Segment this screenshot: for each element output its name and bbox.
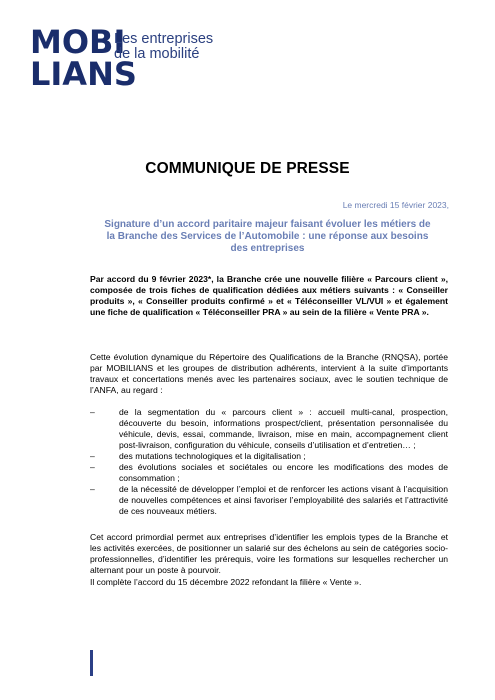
bullet-dash: – [90, 451, 95, 461]
logo-tagline-line2: de la mobilité [114, 46, 200, 62]
lead-paragraph: Par accord du 9 février 2023*, la Branche crée une nouvelle filière « Parcours client », composée de trois fiches de qualification dédiées aux métiers suivants : « Conseiller produits », « Conseiller produits confirmé » et « Téléconseiller VL/VUI » et également une fiche de qualification « Téléconseiller PRA » au sein de la filière « Vente PRA ». [90, 274, 448, 318]
list-item-text: de la nécessité de développer l’emploi et de renforcer les actions visant à l’acquisition de nouvelles compétences et ainsi favoriser l’employabilité des salariés et l’attractivité de ces nouveaux métiers. [119, 484, 448, 516]
logo-tagline-line1: Les entreprises [114, 31, 214, 47]
logo-wordmark-line2: LIANS [30, 55, 137, 93]
bullet-dash: – [90, 462, 95, 472]
decorative-bar [90, 650, 93, 676]
body-paragraph-1: Cette évolution dynamique du Répertoire des Qualifications de la Branche (RNQSA), portée par MOBILIANS et les groupes de distribution adhérents, intervient à la suite d’importants travaux et concertations menés avec les partenaires sociaux, avec le soutien technique de l’ANFA, au regard : [90, 352, 448, 395]
publication-date: Le mercredi 15 février 2023, [342, 200, 449, 210]
list-item [90, 462, 448, 484]
body-paragraph-2: Cet accord primordial permet aux entreprises d’identifier les emplois types de la Branche et les activités exercées, de positionner un salarié sur des échelons au sein de catégories socio-professionnelles, d’identifier les prérequis, voire les formations sur lesquelles rechercher un alternant pour un poste à pourvoir. [90, 532, 448, 575]
logo-wordmark-line1: MOBI [30, 23, 126, 61]
bullet-list [90, 407, 448, 517]
list-item-text: des mutations technologiques et la digitalisation ; [119, 451, 306, 461]
document-title: COMMUNIQUE DE PRESSE [145, 160, 350, 177]
logo-tagline [114, 32, 213, 62]
body-paragraph-3: Il complète l’accord du 15 décembre 2022 refondant la filière « Vente ». [90, 577, 362, 587]
document-subtitle: Signature d’un accord paritaire majeur faisant évoluer les métiers de la Branche des Services de l’Automobile : une réponse aux besoins des entreprises [104, 219, 431, 254]
list-item-text: des évolutions sociales et sociétales ou encore les modifications des modes de consommation ; [119, 462, 448, 483]
list-item [90, 451, 448, 462]
list-item [90, 484, 448, 517]
list-item [90, 407, 448, 451]
mobilians-logo [30, 23, 230, 107]
bullet-dash: – [90, 484, 95, 494]
bullet-dash: – [90, 407, 95, 417]
list-item-text: de la segmentation du « parcours client » : accueil multi-canal, prospection, découverte du besoin, informations prospect/client, présentation personnalisée du véhicule, devis, essai, commande, livraison, mise en main, accompagnement client post-livraison, configuration du véhicule, conseils d’utilisation et d’entretien… ; [119, 407, 448, 450]
